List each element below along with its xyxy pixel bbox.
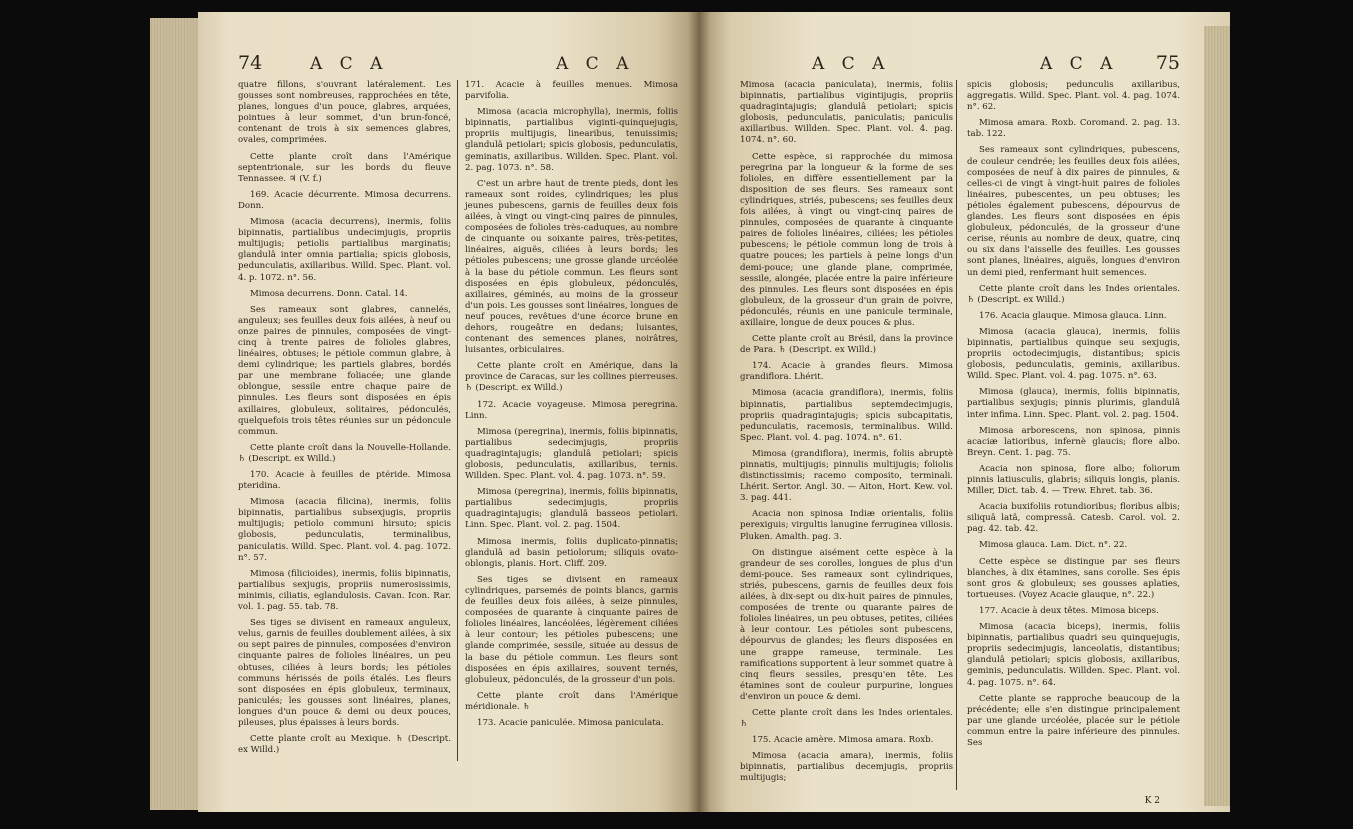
right-page [698, 12, 1230, 812]
text-paragraph: Ses rameaux sont cylindriques, pubescens, de couleur cendrée; les feuilles deux fois ailées, composées de neuf à dix paires de pinnules, & celles-ci de vingt à vingt-huit paires de folioles linéaires, pubescentes, un peu obtuses; les pétioles également pubescens, dépourvus de glandes. Les fleurs sont disposées en épis globuleux, pédonculés, de la grosseur d'une cerise, réunis au nombre de deux, quatre, cinq ou six dans l'aisselle des feuilles. Les gousses sont planes, linéaires, aiguës, longues d'environ un demi pied, renfermant huit semences. [967, 145, 1180, 278]
text-paragraph: Mimosa (acacia paniculata), inermis, foliis bipinnatis, partialibus vigintijugis, propriis quadragintajugis; glandulâ petiolari; spicis globosis, pedunculatis, paniculatis; paniculis axillaribus. Willden. Spec. Plant. vol. 4. pag. 1074. n°. 60. [740, 80, 953, 146]
text-paragraph: Cette plante croît au Brésil, dans la province de Para. ♄ (Descript. ex Willd.) [740, 334, 953, 356]
right-column-rule [956, 80, 957, 790]
text-paragraph: Acacia buxifoliis rotundioribus; floribus albis; siliquâ latâ, compressâ. Catesb. Carol. vol. 2. pag. 42. tab. 42. [967, 502, 1180, 535]
text-paragraph: Cette plante croît dans l'Amérique septentrionale, sur les bords du fleuve Tennassee. ♃ (V. f.) [238, 151, 451, 184]
left-head-right: A C A [556, 54, 635, 74]
text-paragraph: Mimosa (peregrina), inermis, foliis bipinnatis, partialibus sedecimjugis, propriis quadragintajugis; glandulâ petiolari; spicis globosis, pedunculatis, axillaribus, ternis. Willden. Spec. Plant. vol. 4. pag. 1073. n°. 59. [465, 426, 678, 482]
text-paragraph: Cette plante croît dans l'Amérique méridionale. ♄ [465, 690, 678, 712]
text-paragraph: Acacia non spinosa Indiæ orientalis, foliis perexiguis; virgultis lanugine ferruginea villosis. Pluken. Amalth. pag. 3. [740, 509, 953, 542]
text-paragraph: spicis globosis; pedunculis axillaribus, aggregatis. Willd. Spec. Plant. vol. 4. pag. 1074. n°. 62. [967, 80, 1180, 113]
right-columns [740, 80, 1180, 790]
text-paragraph: Cette espèce se distingue par ses fleurs blanches, à dix étamines, sans corolle. Ses épis sont gros & globuleux; ses gousses aplaties, tortueuses. (Voyez Acacie glauque, n°. 22.) [967, 556, 1180, 600]
text-paragraph: Ses tiges se divisent en rameaux anguleux, velus, garnis de feuilles doublement ailées, à six ou sept paires de pinnules, composées d'environ cinquante paires de folioles linéaires, un peu obtuses, ciliées à leurs bords; les pétioles communs hérissés de poils étalés. Les fleurs sont disposées en épis globuleux, terminaux, paniculés; les gousses sont linéaires, planes, longues d'un pouce & demi ou deux pouces, pileuses, plus épaisses à leurs bords. [238, 618, 451, 728]
text-paragraph: Cette plante croît dans les Indes orientales. ♄ (Descript. ex Willd.) [967, 283, 1180, 305]
text-paragraph: Mimosa (acacia biceps), inermis, foliis bipinnatis, partialibus quadri seu quinquejugis, propriis sedecimjugis, lanceolatis, distantibus; glandulâ petiolari; spicis globosis, axillaribus, geminis, pedunculatis. Willden. Spec. Plant. vol. 4. pag. 1075. n°. 64. [967, 622, 1180, 688]
left-columns [238, 80, 678, 761]
text-paragraph: 170. Acacie à feuilles de ptéride. Mimosa pteridina. [238, 470, 451, 492]
text-paragraph: Mimosa amara. Roxb. Coromand. 2. pag. 13. tab. 122. [967, 118, 1180, 140]
left-column-2 [465, 80, 678, 761]
right-head-left: A C A [812, 54, 891, 74]
text-paragraph: 172. Acacie voyageuse. Mimosa peregrina. Linn. [465, 399, 678, 421]
text-paragraph: Cette plante se rapproche beaucoup de la précédente; elle s'en distingue principalement par une glande urcéolée, placée sur le pétiole commun entre la paire inférieure des pinnules. Ses [967, 693, 1180, 748]
right-column-1 [740, 80, 953, 790]
book-gutter [688, 12, 710, 812]
text-paragraph: 176. Acacia glauque. Mimosa glauca. Linn. [979, 310, 1167, 321]
right-page-edges [1204, 26, 1230, 806]
left-page-number: 74 [238, 52, 263, 74]
text-paragraph: Cette plante croît dans la Nouvelle-Hollande. ♄ (Descript. ex Willd.) [238, 442, 451, 464]
right-head-right: A C A [1040, 54, 1119, 74]
right-column-2 [967, 80, 1180, 790]
right-page-number: 75 [1155, 52, 1180, 74]
text-paragraph: 173. Acacie paniculée. Mimosa paniculata. [477, 717, 664, 728]
text-paragraph: Mimosa (acacia filicina), inermis, foliis bipinnatis, partialibus subsexjugis, propriis multijugis; petiolo communi hirsuto; spicis globosis, pedunculatis, terminalibus, paniculatis. Willd. Spec. Plant. vol. 4. pag. 1072. n°. 57. [238, 497, 451, 563]
text-paragraph: Mimosa (acacia decurrens), inermis, foliis bipinnatis, partialibus undecimjugis, propriis multijugis; petiolis partialibus marginatis; glandulâ inter omnia partialia; spicis globosis, pedunculatis, axillaribus. Willd. Spec. Plant. vol. 4. p. 1072. n°. 56. [238, 217, 451, 283]
left-head-left: A C A [310, 54, 389, 74]
text-paragraph: quatre fillons, s'ouvrant latéralement. Les gousses sont nombreuses, rapprochées en tête, planes, longues d'un pouce, glabres, arquées, pointues à leur sommet, d'un brun-foncé, contenant de trois à six semences glabres, ovales, comprimées. [238, 80, 451, 146]
text-paragraph: Mimosa arborescens, non spinosa, pinnis acaciæ latioribus, infernè glaucis; flore albo. Breyn. Cent. 1. pag. 75. [967, 425, 1180, 458]
text-paragraph: C'est un arbre haut de trente pieds, dont les rameaux sont roides, cylindriques; les plus jeunes pubescens, garnis de feuilles deux fois ailées, à vingt ou vingt-cinq paires de pinnules, composées de folioles très-caduques, au nombre de cinquante ou soixante paires, très-petites, linéaires, aiguës, ciliées à leurs bords; les pétioles pubescens; une grosse glande urcéolée à la base du pétiole commun. Les fleurs sont disposées en épis globuleux, pédonculés, axillaires, géminés, au moins de la grosseur d'un pois. Les gousses sont linéaires, longues de neuf pouces, revêtues d'une écorce brune en dehors, rougeâtre en dedans; luisantes, contenant des semences planes, noirâtres, luisantes, orbiculaires. [465, 178, 678, 356]
text-paragraph: Acacia non spinosa, flore albo; foliorum pinnis latiusculis, glabris; siliquis longis, planis. Miller, Dict. tab. 4. — Trew. Ehret. tab. 36. [967, 463, 1180, 497]
text-paragraph: 169. Acacie décurrente. Mimosa decurrens. Donn. [238, 189, 451, 211]
text-paragraph: Mimosa (acacia glauca), inermis, foliis bipinnatis, partialibus quinque seu sexjugis, propriis octodecimjugis, distantibus; spicis globosis, pedunculatis, geminis, axillaribus. Willd. Spec. Plant. vol. 4. pag. 1075. n°. 63. [967, 326, 1180, 382]
text-paragraph: Cette plante croît au Mexique. ♄ (Descript. ex Willd.) [238, 734, 451, 756]
text-paragraph: Ses rameaux sont glabres, cannelés, anguleux; ses feuilles deux fois ailées, à neuf ou onze paires de pinnules, composées de vingt-cinq à trente paires de folioles glabres, linéaires, obtuses; le pétiole commun glabre, à demi cylindrique; les partiels glabres, bordés par une membrane foliacée; une glande oblongue, sessile entre chaque paire de pinnules. Les fleurs sont disposées en épis axillaires, globuleux, solitaires, pédonculés, quelquefois trois têtes réunies sur un pédoncule commun. [238, 304, 451, 437]
text-paragraph: Mimosa (glauca), inermis, foliis bipinnatis, partialibus sexjugis; pinnis plurimis, glandulâ inter infima. Linn. Spec. Plant. vol. 2. pag. 1504. [967, 387, 1180, 420]
text-paragraph: Cette plante croît dans les Indes orientales. ♄ [740, 707, 953, 730]
text-paragraph: Mimosa (filicioides), inermis, foliis bipinnatis, partialibus sexjugis, propriis numerosissimis, minimis, ciliatis, eglandulosis. Cavan. Icon. Rar. vol. 1. pag. 55. tab. 78. [238, 568, 451, 613]
text-paragraph: On distingue aisément cette espèce à la grandeur de ses corolles, longues de plus d'un demi-pouce. Ses rameaux sont cylindriques, striés, pubescens, garnis de feuilles deux fois ailées, à dix-sept ou dix-huit paires de pinnules, composées de trente ou quarante paires de folioles linéaires, un peu obtuses, petites, ciliées à leur contour. Les pétioles sont pubescens, dépourvus de glandes; les fleurs disposées en une grappe rameuse, terminale. Les ramifications supportent à leur sommet quatre à cinq fleurs sessiles, presqu'en tête. Les étamines sont de couleur purpurine, longues d'environ un pouce & demi. [740, 547, 953, 702]
page-signature: K 2 [1144, 796, 1160, 806]
text-paragraph: Mimosa inermis, foliis duplicato-pinnatis; glandulâ ad basin petiolorum; siliquis ovato-oblongis, planis. Hort. Cliff. 209. [465, 536, 678, 569]
text-paragraph: Mimosa (acacia grandiflora), inermis, foliis bipinnatis, partialibus septemdecimjugis, propriis quadragintajugis; spicis subcapitatis, pedunculatis, racemosis, terminalibus. Willd. Spec. Plant. vol. 4. pag. 1074. n°. 61. [740, 388, 953, 443]
text-paragraph: Mimosa (peregrina), inermis, foliis bipinnatis, partialibus sedecimjugis, propriis quadragintajugis; glandulâ basseos petiolari. Linn. Spec. Plant. vol. 2. pag. 1504. [465, 487, 678, 531]
text-paragraph: 175. Acacie amère. Mimosa amara. Roxb. [752, 735, 934, 746]
text-paragraph: Cette espèce, si rapprochée du mimosa peregrina par la longueur & la forme de ses folioles, en diffère essentiellement par la disposition de ses fleurs. Ses rameaux sont cylindriques, striés, pubescens; ses feuilles deux fois ailées, à vingt ou vingt-cinq paires de pinnules, composées de quarante à cinquante paires de folioles linéaires, ciliées; les pétioles pubescens; le pétiole commun long de trois à quatre pouces; les partiels à peine longs d'un demi-pouce; une glande plane, comprimée, sessile, alongée, placée entre la paire inférieure des pinnules. Les fleurs sont disposées en épis globuleux, de la grosseur d'un grain de poivre, pédonculés, réunis en une panicule terminale, axillaire, longue de deux pouces & plus. [740, 151, 953, 328]
text-paragraph: Mimosa glauca. Lam. Dict. n°. 22. [979, 540, 1128, 551]
text-paragraph: Mimosa (grandiflora), inermis, foliis abruptè pinnatis, multijugis; pinnulis multijugis; foliolis distinctissimis; racemo composito, terminali. Lhérit. Sertor. Angl. 30. — Aiton, Hort. Kew. vol. 3. pag. 441. [740, 448, 953, 504]
open-book [150, 12, 1230, 812]
left-page [198, 12, 698, 812]
text-paragraph: Mimosa decurrens. Donn. Catal. 14. [250, 288, 408, 299]
left-column-rule [457, 80, 458, 761]
left-column-1 [238, 80, 451, 761]
text-paragraph: Ses tiges se divisent en rameaux cylindriques, parsemés de points blancs, garnis de feuilles deux fois ailées, à seize pinnules, composées de quarante à cinquante paires de folioles linéaires, lancéolées, légèrement ciliées à leur contour; les pétioles pubescens; une glande comprimée, sessile, située au dessus de la base du pétiole commun. Les fleurs sont disposées en épis axillaires, souvent ternés, globuleux, pédonculés, de la grosseur d'un pois. [465, 574, 678, 685]
left-page-edges [150, 18, 202, 810]
text-paragraph: 171. Acacie à feuilles menues. Mimosa parvifolia. [465, 80, 678, 102]
text-paragraph: Mimosa (acacia amara), inermis, foliis bipinnatis, partialibus decemjugis, propriis multijugis; [740, 751, 953, 784]
right-running-head [740, 54, 1180, 80]
text-paragraph: Mimosa (acacia microphylla), inermis, foliis bipinnatis, partialibus viginti-quinquejugis, propriis multijugis, linearibus, tenuissimis; glandulâ petiolari; spicis globosis, pedunculatis, geminatis, axillaribus. Willden. Spec. Plant. vol. 2. pag. 1073. n°. 58. [465, 107, 678, 173]
left-running-head [238, 54, 678, 80]
text-paragraph: Cette plante croît en Amérique, dans la province de Caracas, sur les collines pierreuses. ♄ (Descript. ex Willd.) [465, 361, 678, 394]
text-paragraph: 177. Acacie à deux têtes. Mimosa biceps. [979, 605, 1159, 616]
text-paragraph: 174. Acacie à grandes fleurs. Mimosa grandiflora. Lhérit. [740, 361, 953, 383]
